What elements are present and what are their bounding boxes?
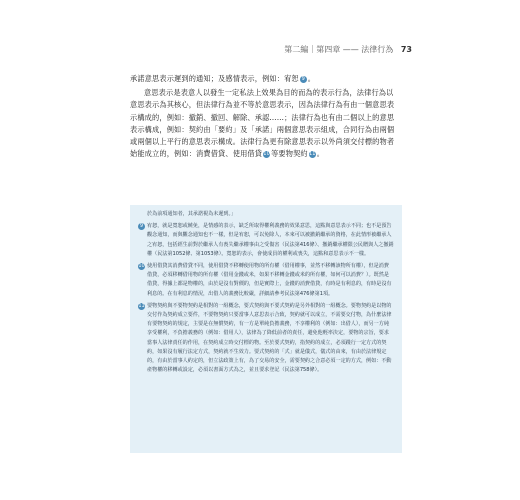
- note-marker: 9: [139, 223, 144, 230]
- header-section-title: 第二編｜第四章 —— 法律行為: [284, 45, 394, 54]
- note-text: 使用借貸其消費借貸不同，使用借貸不移轉使用物的所有權（借用權事，並然不移轉該物所有權），但是消費借貸，必須移轉借用物的所有權（借用金錢或米，如果不移轉金錢或米的所有權，如何可以消費？）。既然是借貸，得據上都是物權的，由於是沒有對價的，但是實際上，金錢的消費借貸，有時是有利息的，有時是沒有利息的。在有利息的情況，出借人的義務比較嚴，詳細請參考民法第476條第1項。: [147, 263, 392, 297]
- paragraph-text: 意思表示是表意人以發生一定私法上效果為目的而為的表示行為，法律行為以意思表示為其核心，但法律行為並不等於意思表示，因為法律行為有由一個意思表示構成的，例如：撤銷、撤回、解除、承認……；法律行為也有由二個以上的意思表示構成，例如：契約由「要約」及「承諾」兩個意思表示組成，合同行為由兩個或兩個以上平行的意思表示構成。法律行為更有除意思表示以外尚須交付標的物者始能成立的，例如：消費借貸、使用借貸: [130, 88, 395, 159]
- note-continuation: [138, 210, 394, 219]
- paragraph-text: 。: [316, 149, 325, 159]
- paragraph: 承諾意思表示遲到的通知；及感情表示，例如：宥恕 9 。: [130, 74, 316, 83]
- footnote-marker: 10: [263, 151, 270, 158]
- notes-box: [130, 205, 402, 453]
- footnote-marker: 11: [308, 151, 316, 158]
- footnote-marker: 9: [301, 76, 305, 82]
- main-text: [130, 73, 400, 162]
- paragraph-text: 承諾意思表示遲到的通知；及感情表示，例如：宥恕: [130, 74, 299, 83]
- note-text: 宥恕，就是寬恕或饒免，是情感的表示，缺乏所取得權利義務的效果意思，這點與意思表示不同；也不是預告觀念通知，而與觀念通知也不一樣，但是宥恕，可以免除人，本來可以被撤銷繼承的資格，在此情形被繼承人之宥恕，包括經生前對於繼承人有喪失繼承權事由之受傷害（民法第416條）、撤銷繼承權限公民贈與人之撤銷權（民法第1052條、第1053條）。寬恕的表示，會使成員的權利或喪失，這點和意思表示不一樣。: [147, 223, 394, 257]
- page-number: 73: [400, 45, 412, 54]
- note-item: [138, 262, 394, 299]
- note-text: 要物契約與不要物契約是相對的一組概念，要式契約與不要式契約是另外相對的一組概念。要物契約是以物的交付作為契約成立要件，不要物契約只要當事人意思表示合致，契約就可以成立，不需要交付物，為什麼法律有要物契約的規定，主要是在無償契約，有一方是單純負擔義務，不享權利的（例如：出借人），而另一方純享受權利，不負擔義務的（例如：借用人），法律為了降低前者的責任，避免他輕率決定，要物的宗旨，要求當事人法律責任的作用，在契約成立時交付標的物。至於要式契約，指契約的成立，必須踐行一定方式的契約，如果沒有履行法定方式，契約就不生效力。要式契約的「式」就是儀式，儀式的由來，有由於法律規定的，有由於當事人約定的，但立法政策上有，為了交易的安全，需要契約之合意必須一定的方式，例如：不動產物權的移轉或設定，必須以書面方式為之，並且要求登記（民法第758條）。: [147, 302, 392, 374]
- note-marker: 11: [138, 302, 145, 309]
- paragraph-text: 等要物契約: [271, 149, 308, 159]
- note-item: [138, 222, 394, 259]
- note-marker: 10: [138, 263, 145, 270]
- note-item: [138, 302, 394, 376]
- paragraph: [130, 87, 400, 160]
- note-text: 於為前項通知者，其承諾視為未遲到。」: [147, 211, 237, 217]
- running-header: [284, 44, 412, 55]
